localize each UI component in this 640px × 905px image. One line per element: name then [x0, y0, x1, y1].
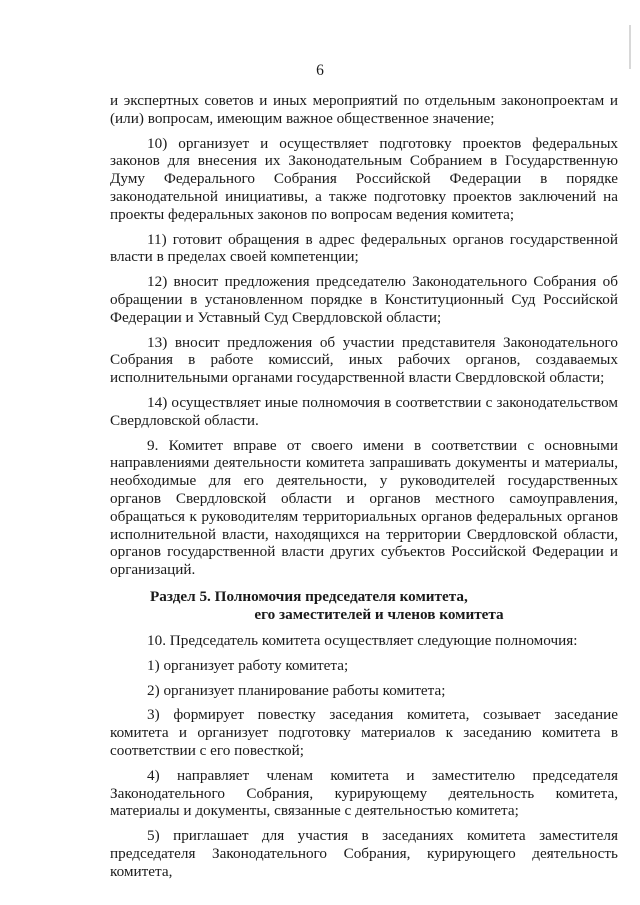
- document-body: [110, 92, 618, 887]
- paragraph-power-1: 1) организует работу комитета;: [147, 656, 349, 674]
- paragraph-power-3: 3) формирует повестку заседания комитета, созывает заседание комитета и организует подготовку материалов к заседанию комитета в соответствии с его повесткой;: [110, 706, 618, 759]
- paragraph-clause-10: 10. Председатель комитета осуществляет следующие полномочия:: [147, 631, 578, 649]
- paragraph-power-4: 4) направляет членам комитета и заместителю председателя Законодательного Собрания, курирующему деятельность комитета, материалы и документы, связанные с деятельностью комитета;: [110, 766, 618, 820]
- margin-scan-mark: [627, 25, 633, 69]
- paragraph-item-14: 14) осуществляет иные полномочия в соответствии с законодательством Свердловской области.: [110, 393, 618, 429]
- paragraph-item-10: 10) организует и осуществляет подготовку проектов федеральных законов для внесения их Законодательным Собранием в Государственную Думу Федерального Собрания Российской Федерации в порядке законодательной инициативы, а также подготовку проектов заключений на проекты федеральных законов по вопросам ведения комитета;: [110, 134, 618, 223]
- paragraph-item-11: 11) готовит обращения в адрес федеральных органов государственной власти в пределах своей компетенции;: [110, 230, 618, 266]
- paragraph-clause-9: 9. Комитет вправе от своего имени в соответствии с основными направлениями деятельности комитета запрашивать документы и материалы, необходимые для его деятельности, у руководителей государственных органов Свердловской области и органов местного самоуправления, обращаться к руководителям территориальных органов федеральных органов исполнительной власти, находящихся на территории Свердловской области, органов государственной власти других субъектов Российской Федерации и организаций.: [110, 436, 618, 579]
- page-number: 6: [316, 62, 324, 79]
- paragraph-item-13: 13) вносит предложения об участии представителя Законодательного Собрания в работе комиссий, иных рабочих органов, создаваемых исполнительными органами государственной власти Свердловской области;: [110, 333, 618, 387]
- section-heading: [110, 588, 618, 624]
- paragraph-power-2: 2) организует планирование работы комитета;: [147, 681, 446, 699]
- section-heading-line-1: Раздел 5. Полномочия председателя комитета,: [150, 587, 468, 605]
- paragraph-continuation: и экспертных советов и иных мероприятий по отдельным законопроектам и (или) вопросам, имеющим важное общественное значение;: [110, 92, 618, 127]
- paragraph-item-12: 12) вносит предложения председателю Законодательного Собрания об обращении в установленном порядке в Конституционный Суд Российской Федерации и Уставный Суд Свердловской области;: [110, 273, 618, 326]
- paragraph-power-5: 5) приглашает для участия в заседаниях комитета заместителя председателя Законодательного Собрания, курирующего деятельность комитета,: [110, 827, 618, 880]
- margin-mark-icon: [627, 25, 633, 69]
- section-heading-line-2: его заместителей и членов комитета: [254, 605, 504, 623]
